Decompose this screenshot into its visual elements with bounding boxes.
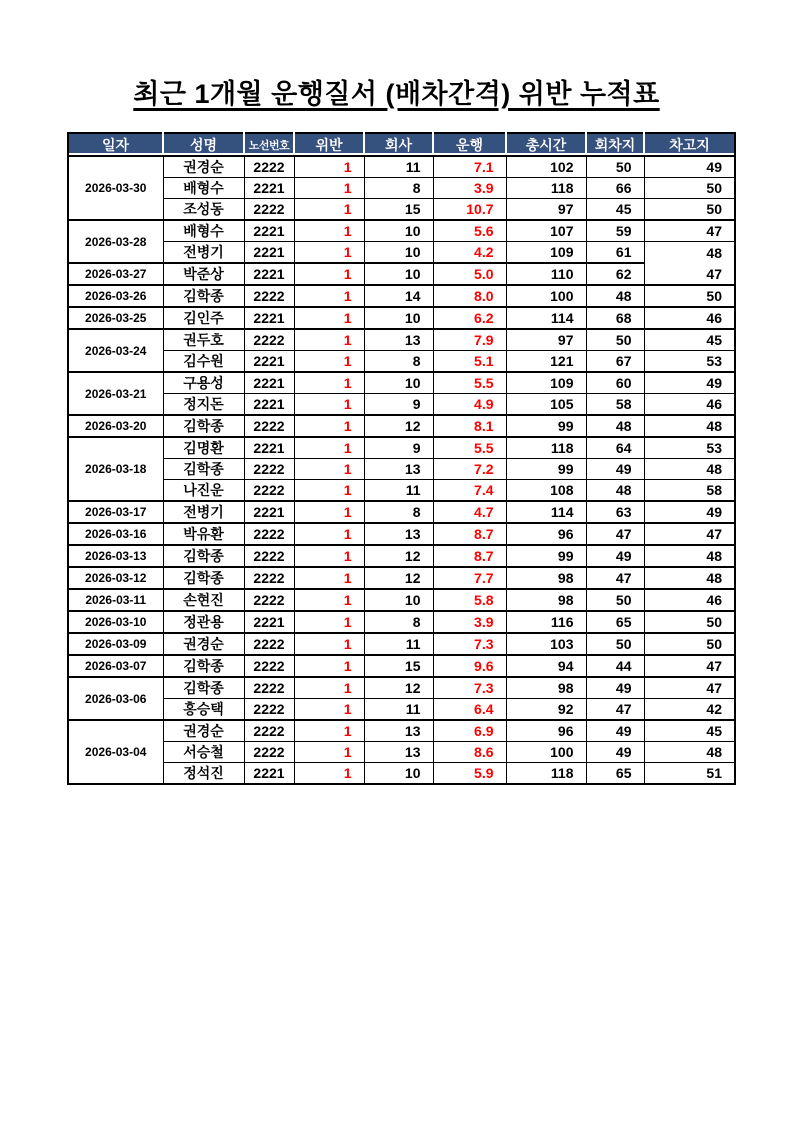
route-cell: 2222: [244, 633, 294, 655]
violation-cell: 1: [294, 611, 364, 633]
date-cell: 2026-03-18: [68, 437, 163, 501]
turnaround-cell: 49: [586, 459, 644, 480]
route-cell: 2221: [244, 242, 294, 264]
garage-cell: 47: [644, 677, 735, 699]
garage-cell: 49: [644, 501, 735, 523]
operation-cell: 7.9: [433, 329, 506, 351]
company-cell: 11: [364, 633, 433, 655]
violation-cell: 1: [294, 220, 364, 242]
data-row: [68, 220, 735, 242]
total-time-cell: 116: [506, 611, 586, 633]
date-cell: 2026-03-17: [68, 501, 163, 523]
data-row: [68, 394, 735, 416]
total-time-cell: 98: [506, 677, 586, 699]
garage-cell: 50: [644, 199, 735, 221]
turnaround-cell: 59: [586, 220, 644, 242]
total-time-cell: 110: [506, 263, 586, 285]
violation-cell: 1: [294, 742, 364, 763]
data-row: [68, 545, 735, 567]
violation-cell: 1: [294, 589, 364, 611]
garage-cell: 47: [644, 523, 735, 545]
garage-cell: 51: [644, 763, 735, 785]
violation-cell: 1: [294, 633, 364, 655]
operation-cell: 4.7: [433, 501, 506, 523]
violation-cell: 1: [294, 480, 364, 502]
total-time-cell: 99: [506, 459, 586, 480]
name-cell: 권경순: [163, 156, 244, 178]
turnaround-cell: 47: [586, 567, 644, 589]
operation-cell: 5.9: [433, 763, 506, 785]
date-cell: 2026-03-06: [68, 677, 163, 720]
name-cell: 김학종: [163, 545, 244, 567]
name-cell: 박준상: [163, 263, 244, 285]
column-header-violation: 위반: [294, 133, 364, 156]
name-cell: 김학종: [163, 459, 244, 480]
operation-cell: 3.9: [433, 178, 506, 199]
garage-cell: 53: [644, 351, 735, 373]
company-cell: 10: [364, 589, 433, 611]
company-cell: 13: [364, 742, 433, 763]
garage-cell: 42: [644, 699, 735, 721]
route-cell: 2222: [244, 329, 294, 351]
total-time-cell: 109: [506, 242, 586, 264]
data-row: [68, 677, 735, 699]
name-cell: 배형수: [163, 220, 244, 242]
route-cell: 2222: [244, 699, 294, 721]
name-cell: 김수원: [163, 351, 244, 373]
violation-cell: 1: [294, 501, 364, 523]
data-row: [68, 242, 735, 264]
route-cell: 2222: [244, 742, 294, 763]
data-row: [68, 699, 735, 721]
date-cell: 2026-03-27: [68, 263, 163, 285]
violation-cell: 1: [294, 372, 364, 394]
total-time-cell: 118: [506, 437, 586, 459]
violation-cell: 1: [294, 437, 364, 459]
route-cell: 2222: [244, 285, 294, 307]
date-cell: 2026-03-25: [68, 307, 163, 329]
company-cell: 9: [364, 437, 433, 459]
column-header-garage: 차고지: [644, 133, 735, 156]
operation-cell: 8.0: [433, 285, 506, 307]
operation-cell: 8.7: [433, 523, 506, 545]
turnaround-cell: 65: [586, 763, 644, 785]
turnaround-cell: 50: [586, 633, 644, 655]
total-time-cell: 92: [506, 699, 586, 721]
operation-cell: 8.6: [433, 742, 506, 763]
operation-cell: 7.4: [433, 480, 506, 502]
company-cell: 15: [364, 199, 433, 221]
garage-cell: 48: [644, 459, 735, 480]
date-cell: 2026-03-07: [68, 655, 163, 677]
route-cell: 2222: [244, 677, 294, 699]
route-cell: 2221: [244, 372, 294, 394]
violation-cell: 1: [294, 199, 364, 221]
violation-cell: 1: [294, 263, 364, 285]
company-cell: 10: [364, 372, 433, 394]
total-time-cell: 114: [506, 501, 586, 523]
violation-cell: 1: [294, 699, 364, 721]
operation-cell: 10.7: [433, 199, 506, 221]
total-time-cell: 105: [506, 394, 586, 416]
date-cell: 2026-03-28: [68, 220, 163, 263]
total-time-cell: 100: [506, 285, 586, 307]
company-cell: 14: [364, 285, 433, 307]
data-row: [68, 178, 735, 199]
name-cell: 서승철: [163, 742, 244, 763]
data-row: [68, 611, 735, 633]
route-cell: 2222: [244, 459, 294, 480]
column-header-company: 회사: [364, 133, 433, 156]
route-cell: 2221: [244, 611, 294, 633]
garage-cell: 46: [644, 307, 735, 329]
total-time-cell: 118: [506, 178, 586, 199]
operation-cell: 5.8: [433, 589, 506, 611]
company-cell: 8: [364, 501, 433, 523]
total-time-cell: 107: [506, 220, 586, 242]
name-cell: 조성동: [163, 199, 244, 221]
garage-cell: 46: [644, 589, 735, 611]
company-cell: 12: [364, 545, 433, 567]
turnaround-cell: 48: [586, 285, 644, 307]
turnaround-cell: 60: [586, 372, 644, 394]
data-row: [68, 415, 735, 437]
garage-cell: 49: [644, 156, 735, 178]
garage-cell: 48: [644, 567, 735, 589]
name-cell: 박유환: [163, 523, 244, 545]
name-cell: 배형수: [163, 178, 244, 199]
violation-cell: 1: [294, 329, 364, 351]
turnaround-cell: 44: [586, 655, 644, 677]
data-row: [68, 480, 735, 502]
turnaround-cell: 49: [586, 545, 644, 567]
column-header-turnaround: 회차지: [586, 133, 644, 156]
total-time-cell: 94: [506, 655, 586, 677]
garage-cell: 48: [644, 242, 735, 264]
company-cell: 13: [364, 523, 433, 545]
name-cell: 손현진: [163, 589, 244, 611]
route-cell: 2222: [244, 655, 294, 677]
route-cell: 2221: [244, 220, 294, 242]
data-row: [68, 459, 735, 480]
garage-cell: 47: [644, 263, 735, 285]
company-cell: 15: [364, 655, 433, 677]
total-time-cell: 114: [506, 307, 586, 329]
route-cell: 2221: [244, 351, 294, 373]
operation-cell: 6.4: [433, 699, 506, 721]
violation-cell: 1: [294, 523, 364, 545]
violation-cell: 1: [294, 459, 364, 480]
turnaround-cell: 49: [586, 742, 644, 763]
total-time-cell: 118: [506, 763, 586, 785]
operation-cell: 5.6: [433, 220, 506, 242]
name-cell: 김학종: [163, 285, 244, 307]
operation-cell: 5.0: [433, 263, 506, 285]
violation-cell: 1: [294, 763, 364, 785]
operation-cell: 4.2: [433, 242, 506, 264]
garage-cell: 45: [644, 720, 735, 742]
garage-cell: 48: [644, 415, 735, 437]
data-row: [68, 655, 735, 677]
operation-cell: 6.2: [433, 307, 506, 329]
garage-cell: 58: [644, 480, 735, 502]
data-row: [68, 156, 735, 178]
name-cell: 김학종: [163, 415, 244, 437]
violation-cell: 1: [294, 415, 364, 437]
data-row: [68, 285, 735, 307]
company-cell: 8: [364, 351, 433, 373]
total-time-cell: 96: [506, 523, 586, 545]
name-cell: 김학종: [163, 677, 244, 699]
route-cell: 2222: [244, 589, 294, 611]
company-cell: 10: [364, 263, 433, 285]
violation-table: [67, 132, 736, 785]
total-time-cell: 97: [506, 329, 586, 351]
route-cell: 2222: [244, 156, 294, 178]
turnaround-cell: 48: [586, 415, 644, 437]
column-header-date: 일자: [68, 133, 163, 156]
operation-cell: 3.9: [433, 611, 506, 633]
route-cell: 2221: [244, 307, 294, 329]
turnaround-cell: 50: [586, 156, 644, 178]
name-cell: 정관용: [163, 611, 244, 633]
total-time-cell: 102: [506, 156, 586, 178]
company-cell: 13: [364, 459, 433, 480]
garage-cell: 50: [644, 285, 735, 307]
company-cell: 12: [364, 567, 433, 589]
company-cell: 8: [364, 178, 433, 199]
column-header-total_time: 총시간: [506, 133, 586, 156]
name-cell: 김인주: [163, 307, 244, 329]
date-cell: 2026-03-24: [68, 329, 163, 372]
route-cell: 2222: [244, 720, 294, 742]
data-row: [68, 307, 735, 329]
name-cell: 김학종: [163, 655, 244, 677]
violation-cell: 1: [294, 567, 364, 589]
total-time-cell: 96: [506, 720, 586, 742]
name-cell: 김학종: [163, 567, 244, 589]
violation-cell: 1: [294, 394, 364, 416]
data-row: [68, 742, 735, 763]
operation-cell: 7.1: [433, 156, 506, 178]
operation-cell: 9.6: [433, 655, 506, 677]
data-row: [68, 329, 735, 351]
turnaround-cell: 58: [586, 394, 644, 416]
operation-cell: 7.3: [433, 677, 506, 699]
total-time-cell: 121: [506, 351, 586, 373]
company-cell: 8: [364, 611, 433, 633]
total-time-cell: 99: [506, 415, 586, 437]
turnaround-cell: 50: [586, 329, 644, 351]
operation-cell: 8.1: [433, 415, 506, 437]
route-cell: 2221: [244, 394, 294, 416]
total-time-cell: 97: [506, 199, 586, 221]
column-header-name: 성명: [163, 133, 244, 156]
name-cell: 정지돈: [163, 394, 244, 416]
operation-cell: 8.7: [433, 545, 506, 567]
total-time-cell: 100: [506, 742, 586, 763]
date-cell: 2026-03-21: [68, 372, 163, 415]
name-cell: 전병기: [163, 501, 244, 523]
garage-cell: 53: [644, 437, 735, 459]
date-cell: 2026-03-10: [68, 611, 163, 633]
company-cell: 10: [364, 242, 433, 264]
page-title: 최근 1개월 운행질서 (배차간격) 위반 누적표: [133, 79, 660, 109]
violation-cell: 1: [294, 351, 364, 373]
data-row: [68, 763, 735, 785]
name-cell: 권경순: [163, 633, 244, 655]
data-row: [68, 720, 735, 742]
turnaround-cell: 66: [586, 178, 644, 199]
garage-cell: 50: [644, 611, 735, 633]
turnaround-cell: 68: [586, 307, 644, 329]
turnaround-cell: 47: [586, 523, 644, 545]
route-cell: 2221: [244, 178, 294, 199]
name-cell: 나진운: [163, 480, 244, 502]
turnaround-cell: 49: [586, 677, 644, 699]
garage-cell: 46: [644, 394, 735, 416]
operation-cell: 5.5: [433, 437, 506, 459]
data-row: [68, 567, 735, 589]
violation-cell: 1: [294, 545, 364, 567]
garage-cell: 45: [644, 329, 735, 351]
data-row: [68, 523, 735, 545]
data-row: [68, 501, 735, 523]
data-row: [68, 263, 735, 285]
violation-cell: 1: [294, 242, 364, 264]
route-cell: 2222: [244, 199, 294, 221]
garage-cell: 47: [644, 220, 735, 242]
violation-cell: 1: [294, 677, 364, 699]
garage-cell: 49: [644, 372, 735, 394]
company-cell: 10: [364, 220, 433, 242]
company-cell: 13: [364, 720, 433, 742]
turnaround-cell: 65: [586, 611, 644, 633]
company-cell: 11: [364, 699, 433, 721]
name-cell: 전병기: [163, 242, 244, 264]
turnaround-cell: 45: [586, 199, 644, 221]
column-header-route: 노선번호: [244, 133, 294, 156]
violation-cell: 1: [294, 156, 364, 178]
turnaround-cell: 61: [586, 242, 644, 264]
column-header-operation: 운행: [433, 133, 506, 156]
total-time-cell: 108: [506, 480, 586, 502]
total-time-cell: 109: [506, 372, 586, 394]
date-cell: 2026-03-16: [68, 523, 163, 545]
table-header-row: [68, 133, 735, 156]
date-cell: 2026-03-11: [68, 589, 163, 611]
data-row: [68, 372, 735, 394]
total-time-cell: 103: [506, 633, 586, 655]
data-row: [68, 351, 735, 373]
operation-cell: 7.2: [433, 459, 506, 480]
turnaround-cell: 49: [586, 720, 644, 742]
data-row: [68, 589, 735, 611]
operation-cell: 7.7: [433, 567, 506, 589]
company-cell: 12: [364, 415, 433, 437]
garage-cell: 50: [644, 633, 735, 655]
name-cell: 정석진: [163, 763, 244, 785]
total-time-cell: 98: [506, 589, 586, 611]
date-cell: 2026-03-30: [68, 156, 163, 220]
turnaround-cell: 47: [586, 699, 644, 721]
route-cell: 2222: [244, 567, 294, 589]
name-cell: 권두호: [163, 329, 244, 351]
route-cell: 2221: [244, 501, 294, 523]
violation-cell: 1: [294, 720, 364, 742]
route-cell: 2222: [244, 480, 294, 502]
name-cell: 구용성: [163, 372, 244, 394]
route-cell: 2221: [244, 763, 294, 785]
company-cell: 13: [364, 329, 433, 351]
date-cell: 2026-03-09: [68, 633, 163, 655]
total-time-cell: 99: [506, 545, 586, 567]
date-cell: 2026-03-04: [68, 720, 163, 784]
operation-cell: 5.5: [433, 372, 506, 394]
data-row: [68, 437, 735, 459]
company-cell: 11: [364, 480, 433, 502]
operation-cell: 6.9: [433, 720, 506, 742]
garage-cell: 47: [644, 655, 735, 677]
turnaround-cell: 48: [586, 480, 644, 502]
turnaround-cell: 62: [586, 263, 644, 285]
date-cell: 2026-03-26: [68, 285, 163, 307]
violation-cell: 1: [294, 655, 364, 677]
company-cell: 10: [364, 307, 433, 329]
operation-cell: 5.1: [433, 351, 506, 373]
operation-cell: 4.9: [433, 394, 506, 416]
data-row: [68, 633, 735, 655]
name-cell: 홍승택: [163, 699, 244, 721]
route-cell: 2222: [244, 415, 294, 437]
operation-cell: 7.3: [433, 633, 506, 655]
date-cell: 2026-03-13: [68, 545, 163, 567]
violation-cell: 1: [294, 285, 364, 307]
date-cell: 2026-03-12: [68, 567, 163, 589]
date-cell: 2026-03-20: [68, 415, 163, 437]
data-row: [68, 199, 735, 221]
violation-cell: 1: [294, 178, 364, 199]
violation-cell: 1: [294, 307, 364, 329]
company-cell: 12: [364, 677, 433, 699]
name-cell: 김명환: [163, 437, 244, 459]
name-cell: 권경순: [163, 720, 244, 742]
company-cell: 9: [364, 394, 433, 416]
garage-cell: 50: [644, 178, 735, 199]
company-cell: 11: [364, 156, 433, 178]
route-cell: 2222: [244, 545, 294, 567]
garage-cell: 48: [644, 742, 735, 763]
turnaround-cell: 67: [586, 351, 644, 373]
turnaround-cell: 63: [586, 501, 644, 523]
turnaround-cell: 50: [586, 589, 644, 611]
garage-cell: 48: [644, 545, 735, 567]
route-cell: 2221: [244, 437, 294, 459]
route-cell: 2221: [244, 263, 294, 285]
company-cell: 10: [364, 763, 433, 785]
total-time-cell: 98: [506, 567, 586, 589]
route-cell: 2222: [244, 523, 294, 545]
turnaround-cell: 64: [586, 437, 644, 459]
